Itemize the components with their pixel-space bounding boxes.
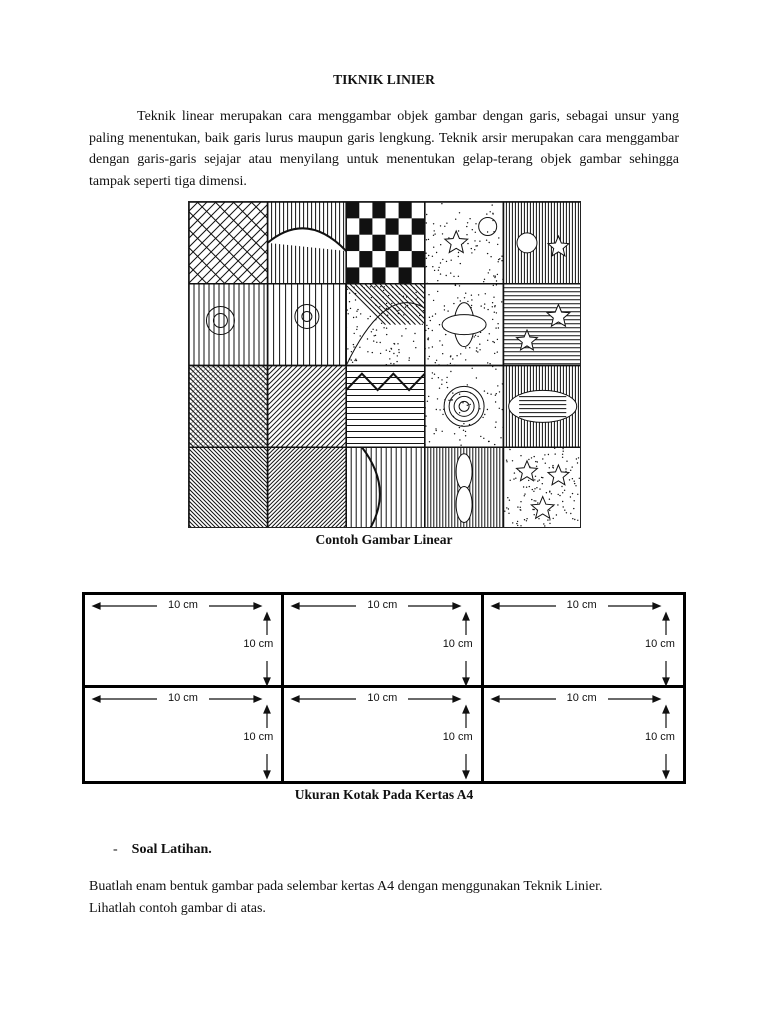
width-label: 10 cm [566,692,597,704]
page-title: TIKNIK LINIER [333,72,435,87]
width-label: 10 cm [566,599,597,611]
box-cell [85,688,284,781]
height-label: 10 cm [243,638,274,650]
width-label: 10 cm [168,599,198,611]
task-instructions [89,876,689,919]
linear-drawing-example-image [188,201,581,528]
task-line: Buatlah enam bentuk gambar pada selembar kertas A4 dengan menggunakan Teknik Linier. [89,879,603,894]
width-label: 10 cm [367,692,398,704]
height-label: 10 cm [645,638,675,650]
width-label: 10 cm [168,692,198,704]
exercise-heading-text: Soal Latihan. [131,842,212,857]
bullet-dash: - [113,842,118,857]
figure-caption-box-size: Ukuran Kotak Pada Kertas A4 [294,787,474,802]
height-label: 10 cm [442,731,473,743]
height-label: 10 cm [243,731,274,743]
box-cell [484,595,683,688]
box-cell [484,688,683,781]
box-cell [284,595,483,688]
width-label: 10 cm [367,599,398,611]
figure-caption-linear-drawing: Contoh Gambar Linear [315,532,453,547]
box-size-grid [82,592,686,784]
intro-paragraph: Teknik linear merupakan cara menggambar objek gambar dengan garis, sebagai unsur yang paling menentukan, baik garis lurus maupun garis lengkung. Teknik arsir merupakan cara menggambar dengan garis-garis sejajar atau menyilang untuk menentukan gelap-terang objek gambar sehingga tampak seperti tiga dimensi. [89,109,679,189]
height-label: 10 cm [442,638,473,650]
box-cell [284,688,483,781]
exercise-heading [113,842,212,858]
task-line: Lihatlah contoh gambar di atas. [89,900,266,916]
height-label: 10 cm [645,731,675,743]
box-cell [85,595,284,688]
